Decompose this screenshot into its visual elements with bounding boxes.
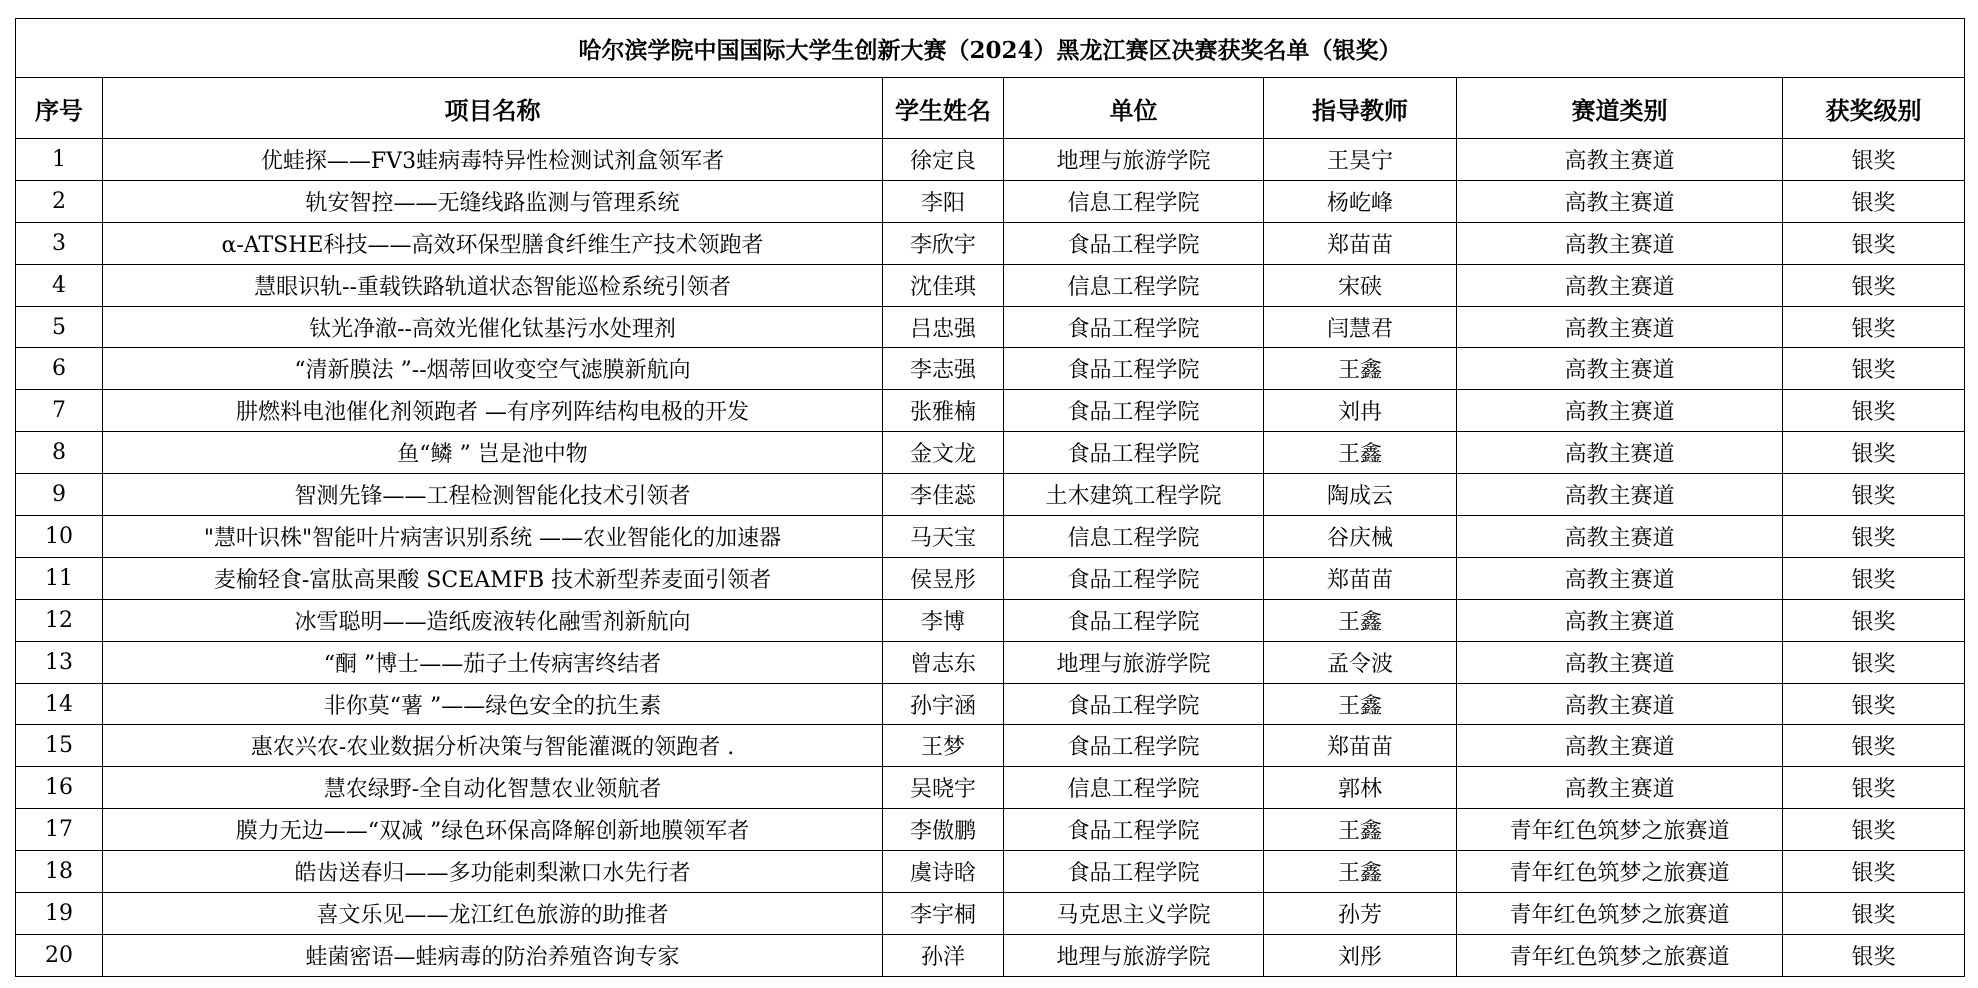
cell-index: 6 xyxy=(16,348,103,390)
cell-unit: 食品工程学院 xyxy=(1004,306,1264,348)
cell-track: 高教主赛道 xyxy=(1457,599,1783,641)
column-header-advisor: 指导教师 xyxy=(1264,78,1457,139)
cell-student-name: 孙宇涵 xyxy=(883,683,1004,725)
cell-advisor: 王鑫 xyxy=(1264,599,1457,641)
cell-project-name: 非你莫“薯 ”——绿色安全的抗生素 xyxy=(103,683,883,725)
cell-index: 20 xyxy=(16,934,103,976)
cell-award-level: 银奖 xyxy=(1783,180,1965,222)
cell-index: 1 xyxy=(16,139,103,181)
cell-unit: 信息工程学院 xyxy=(1004,180,1264,222)
cell-project-name: 轨安智控——无缝线路监测与管理系统 xyxy=(103,180,883,222)
cell-index: 12 xyxy=(16,599,103,641)
cell-track: 高教主赛道 xyxy=(1457,432,1783,474)
cell-project-name: "慧叶识株"智能叶片病害识别系统 ——农业智能化的加速器 xyxy=(103,516,883,558)
cell-unit: 地理与旅游学院 xyxy=(1004,934,1264,976)
cell-advisor: 孙芳 xyxy=(1264,893,1457,935)
table-row xyxy=(16,432,1965,474)
cell-advisor: 谷庆械 xyxy=(1264,516,1457,558)
cell-student-name: 李傲鹏 xyxy=(883,809,1004,851)
cell-award-level: 银奖 xyxy=(1783,725,1965,767)
table-row xyxy=(16,306,1965,348)
cell-track: 高教主赛道 xyxy=(1457,390,1783,432)
cell-award-level: 银奖 xyxy=(1783,432,1965,474)
column-header-project-name: 项目名称 xyxy=(103,78,883,139)
cell-award-level: 银奖 xyxy=(1783,557,1965,599)
cell-project-name: α-ATSHE科技——高效环保型膳食纤维生产技术领跑者 xyxy=(103,222,883,264)
table-row xyxy=(16,725,1965,767)
cell-student-name: 李阳 xyxy=(883,180,1004,222)
table-row xyxy=(16,809,1965,851)
cell-project-name: 冰雪聪明——造纸废液转化融雪剂新航向 xyxy=(103,599,883,641)
cell-award-level: 银奖 xyxy=(1783,516,1965,558)
column-header-award-level: 获奖级别 xyxy=(1783,78,1965,139)
cell-advisor: 王鑫 xyxy=(1264,851,1457,893)
column-header-unit: 单位 xyxy=(1004,78,1264,139)
cell-unit: 食品工程学院 xyxy=(1004,348,1264,390)
cell-unit: 食品工程学院 xyxy=(1004,725,1264,767)
table-row xyxy=(16,348,1965,390)
table-row xyxy=(16,180,1965,222)
cell-advisor: 刘冉 xyxy=(1264,390,1457,432)
table-row xyxy=(16,683,1965,725)
cell-unit: 食品工程学院 xyxy=(1004,432,1264,474)
cell-student-name: 曾志东 xyxy=(883,641,1004,683)
cell-student-name: 孙洋 xyxy=(883,934,1004,976)
cell-project-name: 鱼“鳞 ” 岂是池中物 xyxy=(103,432,883,474)
cell-index: 18 xyxy=(16,851,103,893)
table-row xyxy=(16,474,1965,516)
cell-project-name: “清新膜法 ”--烟蒂回收变空气滤膜新航向 xyxy=(103,348,883,390)
cell-student-name: 李博 xyxy=(883,599,1004,641)
cell-track: 青年红色筑梦之旅赛道 xyxy=(1457,934,1783,976)
cell-track: 高教主赛道 xyxy=(1457,516,1783,558)
cell-student-name: 李佳蕊 xyxy=(883,474,1004,516)
cell-unit: 土木建筑工程学院 xyxy=(1004,474,1264,516)
cell-project-name: 慧眼识轨--重载铁路轨道状态智能巡检系统引领者 xyxy=(103,264,883,306)
award-list-table xyxy=(15,18,1965,977)
table-row xyxy=(16,934,1965,976)
cell-unit: 马克思主义学院 xyxy=(1004,893,1264,935)
cell-index: 8 xyxy=(16,432,103,474)
cell-index: 3 xyxy=(16,222,103,264)
cell-project-name: 麦榆轻食-富肽高果酸 SCEAMFB 技术新型荞麦面引领者 xyxy=(103,557,883,599)
cell-unit: 食品工程学院 xyxy=(1004,683,1264,725)
cell-student-name: 徐定良 xyxy=(883,139,1004,181)
cell-advisor: 郑苗苗 xyxy=(1264,725,1457,767)
cell-unit: 食品工程学院 xyxy=(1004,809,1264,851)
table-row xyxy=(16,893,1965,935)
cell-award-level: 银奖 xyxy=(1783,767,1965,809)
cell-advisor: 郑苗苗 xyxy=(1264,557,1457,599)
cell-index: 5 xyxy=(16,306,103,348)
cell-track: 高教主赛道 xyxy=(1457,474,1783,516)
cell-award-level: 银奖 xyxy=(1783,139,1965,181)
cell-student-name: 沈佳琪 xyxy=(883,264,1004,306)
cell-index: 10 xyxy=(16,516,103,558)
cell-advisor: 王鑫 xyxy=(1264,432,1457,474)
cell-student-name: 张雅楠 xyxy=(883,390,1004,432)
cell-advisor: 郭林 xyxy=(1264,767,1457,809)
cell-award-level: 银奖 xyxy=(1783,851,1965,893)
table-row xyxy=(16,516,1965,558)
cell-project-name: 优蛙探——FV3蛙病毒特异性检测试剂盒领军者 xyxy=(103,139,883,181)
table-row xyxy=(16,557,1965,599)
cell-student-name: 李志强 xyxy=(883,348,1004,390)
table-body xyxy=(16,139,1965,977)
cell-advisor: 孟令波 xyxy=(1264,641,1457,683)
cell-award-level: 银奖 xyxy=(1783,306,1965,348)
cell-index: 17 xyxy=(16,809,103,851)
cell-student-name: 李宇桐 xyxy=(883,893,1004,935)
cell-advisor: 王鑫 xyxy=(1264,348,1457,390)
cell-track: 高教主赛道 xyxy=(1457,767,1783,809)
cell-award-level: 银奖 xyxy=(1783,599,1965,641)
cell-index: 16 xyxy=(16,767,103,809)
cell-project-name: 喜文乐见——龙江红色旅游的助推者 xyxy=(103,893,883,935)
cell-unit: 信息工程学院 xyxy=(1004,767,1264,809)
cell-unit: 地理与旅游学院 xyxy=(1004,641,1264,683)
cell-student-name: 王梦 xyxy=(883,725,1004,767)
cell-unit: 食品工程学院 xyxy=(1004,851,1264,893)
cell-project-name: 蛙菌密语—蛙病毒的防治养殖咨询专家 xyxy=(103,934,883,976)
cell-student-name: 虞诗晗 xyxy=(883,851,1004,893)
cell-student-name: 李欣宇 xyxy=(883,222,1004,264)
cell-index: 4 xyxy=(16,264,103,306)
cell-track: 高教主赛道 xyxy=(1457,306,1783,348)
cell-track: 高教主赛道 xyxy=(1457,139,1783,181)
cell-index: 13 xyxy=(16,641,103,683)
cell-student-name: 吕忠强 xyxy=(883,306,1004,348)
cell-award-level: 银奖 xyxy=(1783,934,1965,976)
column-header-index: 序号 xyxy=(16,78,103,139)
cell-award-level: 银奖 xyxy=(1783,222,1965,264)
cell-advisor: 郑苗苗 xyxy=(1264,222,1457,264)
cell-student-name: 金文龙 xyxy=(883,432,1004,474)
cell-award-level: 银奖 xyxy=(1783,683,1965,725)
table-row xyxy=(16,222,1965,264)
cell-award-level: 银奖 xyxy=(1783,348,1965,390)
cell-track: 高教主赛道 xyxy=(1457,641,1783,683)
cell-advisor: 宋硖 xyxy=(1264,264,1457,306)
cell-index: 19 xyxy=(16,893,103,935)
cell-award-level: 银奖 xyxy=(1783,893,1965,935)
cell-student-name: 马天宝 xyxy=(883,516,1004,558)
cell-unit: 信息工程学院 xyxy=(1004,264,1264,306)
cell-advisor: 刘彤 xyxy=(1264,934,1457,976)
cell-project-name: 慧农绿野-全自动化智慧农业领航者 xyxy=(103,767,883,809)
cell-index: 11 xyxy=(16,557,103,599)
table-title: 哈尔滨学院中国国际大学生创新大赛（2024）黑龙江赛区决赛获奖名单（银奖） xyxy=(16,19,1965,78)
cell-unit: 食品工程学院 xyxy=(1004,222,1264,264)
cell-track: 高教主赛道 xyxy=(1457,683,1783,725)
cell-project-name: 智测先锋——工程检测智能化技术引领者 xyxy=(103,474,883,516)
cell-award-level: 银奖 xyxy=(1783,474,1965,516)
cell-track: 青年红色筑梦之旅赛道 xyxy=(1457,893,1783,935)
table-row xyxy=(16,390,1965,432)
cell-unit: 信息工程学院 xyxy=(1004,516,1264,558)
cell-unit: 地理与旅游学院 xyxy=(1004,139,1264,181)
cell-track: 高教主赛道 xyxy=(1457,264,1783,306)
table-row xyxy=(16,851,1965,893)
cell-project-name: 钛光净澈--高效光催化钛基污水处理剂 xyxy=(103,306,883,348)
cell-track: 青年红色筑梦之旅赛道 xyxy=(1457,809,1783,851)
cell-index: 15 xyxy=(16,725,103,767)
cell-advisor: 陶成云 xyxy=(1264,474,1457,516)
cell-track: 高教主赛道 xyxy=(1457,557,1783,599)
cell-award-level: 银奖 xyxy=(1783,809,1965,851)
table-row xyxy=(16,264,1965,306)
cell-track: 高教主赛道 xyxy=(1457,348,1783,390)
cell-project-name: 肼燃料电池催化剂领跑者 —有序列阵结构电极的开发 xyxy=(103,390,883,432)
cell-track: 高教主赛道 xyxy=(1457,180,1783,222)
cell-student-name: 侯昱彤 xyxy=(883,557,1004,599)
cell-unit: 食品工程学院 xyxy=(1004,599,1264,641)
cell-index: 9 xyxy=(16,474,103,516)
cell-project-name: 惠农兴农-农业数据分析决策与智能灌溉的领跑者 . xyxy=(103,725,883,767)
cell-track: 高教主赛道 xyxy=(1457,725,1783,767)
cell-project-name: “酮 ”博士——茄子土传病害终结者 xyxy=(103,641,883,683)
cell-track: 青年红色筑梦之旅赛道 xyxy=(1457,851,1783,893)
cell-project-name: 皓齿送春归——多功能刺梨漱口水先行者 xyxy=(103,851,883,893)
cell-advisor: 王鑫 xyxy=(1264,683,1457,725)
cell-advisor: 闫慧君 xyxy=(1264,306,1457,348)
cell-award-level: 银奖 xyxy=(1783,264,1965,306)
cell-index: 7 xyxy=(16,390,103,432)
cell-award-level: 银奖 xyxy=(1783,390,1965,432)
table-row xyxy=(16,139,1965,181)
table-row xyxy=(16,767,1965,809)
cell-advisor: 王鑫 xyxy=(1264,809,1457,851)
cell-unit: 食品工程学院 xyxy=(1004,390,1264,432)
column-header-student-name: 学生姓名 xyxy=(883,78,1004,139)
cell-student-name: 吴晓宇 xyxy=(883,767,1004,809)
cell-project-name: 膜力无边——“双减 ”绿色环保高降解创新地膜领军者 xyxy=(103,809,883,851)
cell-index: 14 xyxy=(16,683,103,725)
cell-unit: 食品工程学院 xyxy=(1004,557,1264,599)
table-row xyxy=(16,641,1965,683)
cell-track: 高教主赛道 xyxy=(1457,222,1783,264)
cell-advisor: 王昊宁 xyxy=(1264,139,1457,181)
cell-award-level: 银奖 xyxy=(1783,641,1965,683)
table-row xyxy=(16,599,1965,641)
column-header-track: 赛道类别 xyxy=(1457,78,1783,139)
cell-index: 2 xyxy=(16,180,103,222)
cell-advisor: 杨屹峰 xyxy=(1264,180,1457,222)
